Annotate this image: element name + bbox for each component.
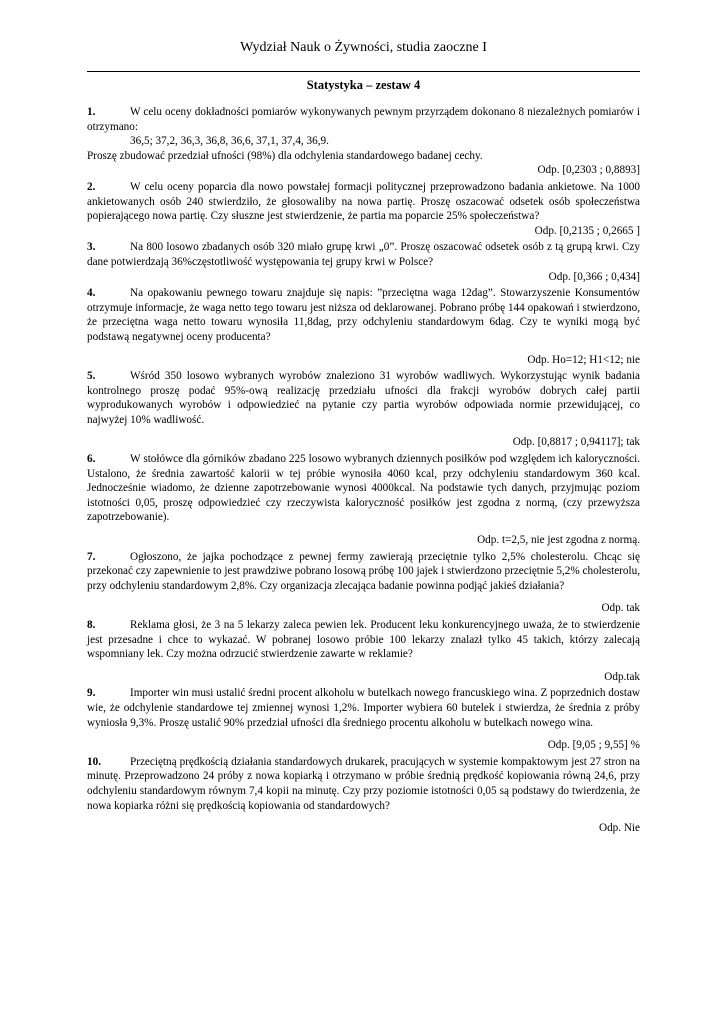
problem-number: 3. (87, 241, 96, 254)
problem-answer: Odp. [0,2303 ; 0,8893] (537, 164, 640, 177)
problem-text-continued: Proszę zbudować przedział ufności (98%) dla odchylenia standardowego badanej cechy. (87, 149, 483, 162)
problem-text: Na 800 losowo zbadanych osób 320 miało grupę krwi „0”. Proszę oszacować odsetek osób z tą grupą krwi. Czy dane potwierdzają 36%częstotliwość występowania tej grupy krwi w Polsce? (87, 241, 640, 268)
problem-text: Reklama głosi, że 3 na 5 lekarzy zaleca pewien lek. Producent leku konkurencyjnego uważa, że to stwierdzenie jest przesadne i chce to wykazać. W pobranej losowo próbie 100 lekarzy znalazł tylko 45 takich, którzy zalecają wspomniany lek. Czy można odrzucić stwierdzenie zawarte w reklamie? (87, 619, 640, 661)
problem-6 (87, 452, 640, 525)
problem-number: 6. (87, 453, 96, 466)
problem-answer: Odp.tak (604, 670, 640, 683)
problem-number: 2. (87, 180, 96, 193)
document-page (87, 40, 640, 838)
page-title: Statystyka – zestaw 4 (306, 78, 421, 92)
problem-answer: Odp. [0,366 ; 0,434] (548, 270, 640, 283)
problem-2 (87, 180, 640, 224)
problem-text: W celu oceny poparcia dla nowo powstałej formacji politycznej przeprowadzono badania ankietowe. Na 1000 ankietowanych osób 240 stwierdziło, że głosowaliby na nowa partię. Proszę oszacować odsetek osób społeczeństwa popierającego nowa partię. Czy słuszne jest stwierdzenie, że partia ma poparcie 25% społeczeństwa? (87, 180, 640, 223)
problem-number: 7. (87, 550, 96, 563)
problem-number: 4. (87, 287, 96, 300)
problem-answer: Odp. Nie (598, 822, 640, 835)
problem-answer: Odp. t=2,5, nie jest zgodna z normą. (477, 534, 640, 547)
problem-text: Przeciętną prędkością działania standardowych drukarek, pracujących w systemie kompaktowym jest 27 stron na minutę. Przeprowadzono 24 próby z nowa kopiarką i otrzymano w próbie średnią prędkość kopiowania równą 24,6, przy odchyleniu standardowym równym 7,4 kopii na minutę. Czy przy poziomie istotności 0,05 są podstawy do twierdzenia, że nowa kopiarka różni się prędkością kopiowania od standardowych? (87, 755, 640, 812)
problem-number: 10. (87, 755, 101, 768)
problem-8 (87, 618, 640, 662)
problem-7 (87, 550, 640, 594)
problem-number: 8. (87, 619, 96, 631)
problem-text: W stołówce dla górników zbadano 225 losowo wybranych dziennych posiłków pod względem ich kaloryczności. Ustalono, że średnia zawartość kalorii w tej próbie wynosiła 4060 kcal, przy odchyleniu standardowym 360 kcal. Jednocześnie wiadomo, że dzienne zapotrzebowanie wynosi 4000kcal. Na podstawie tych danych, przyjmując poziom istotności 0,05, proszę odpowiedzieć czy rzeczywista kaloryczność posiłków jest zgodna z normą, (czy przewyższa zapotrzebowanie). (87, 453, 640, 524)
problem-answer: Odp. tak (601, 602, 640, 615)
problem-answer: Odp. [0,2135 ; 0,2665 ] (534, 224, 640, 237)
problem-number: 1. (87, 106, 96, 118)
problem-10 (87, 755, 640, 813)
problem-data: 36,5; 37,2, 36,3, 36,8, 36,6, 37,1, 37,4, 36,9. (130, 135, 329, 148)
problem-number: 9. (87, 687, 96, 700)
problem-9 (87, 686, 640, 730)
problem-text: Importer win musi ustalić średni procent alkoholu w butelkach nowego francuskiego wina. Z poprzednich dostaw wie, że odchylenie standardowe tej zmiennej wynosi 1,2%. Importer wybiera 60 butelek i stwierdza, że średnia z próby wyniosła 9,3%. Proszę ustalić 90% przedział ufności dla średniego procentu alkoholu w butelkach nowego wina. (87, 687, 640, 729)
problem-text: Na opakowaniu pewnego towaru znajduje się napis: ”przeciętna waga 12dag”. Stowarzyszenie Konsumentów otrzymuje informacje, że waga netto tego towaru jest niższa od deklarowanej. Pobrano próbę 144 opakowań i stwierdzono, że przeciętna waga netto towaru wynosiła 11,8dag, przy odchyleniu standardowym 6dag. Czy te wyniki mogą być podstawą negatywnej oceny producenta? (87, 287, 640, 343)
problem-4 (87, 286, 640, 344)
problem-5 (87, 369, 640, 427)
problem-text: Wśród 350 losowo wybranych wyrobów znaleziono 31 wyrobów wadliwych. Wykorzystując wynik badania kontrolnego proszę podać 95%-ową realizację przedziału ufności dla frakcji wyrobów dobrych całej partii wyprodukowanych wyrobów i odpowiedzieć na pytanie czy partia wyrobów odpowiada normie przewidującej, co najwyżej 10% wadliwość. (87, 370, 640, 426)
problem-answer: Odp. Ho=12; H1<12; nie (527, 353, 640, 366)
header-divider (87, 71, 640, 72)
document-header: Wydział Nauk o Żywności, studia zaoczne I (240, 40, 487, 55)
problem-3 (87, 240, 640, 269)
problem-number: 5. (87, 370, 96, 383)
problem-answer: Odp. [0,8817 ; 0,94117]; tak (512, 436, 640, 449)
problem-text: Ogłoszono, że jajka pochodzące z pewnej fermy zawierają przeciętnie tylko 2,5% cholesterolu. Chcąc się przekonać czy zapewnienie to jest prawdziwe pobrano losową próbę 100 jajek i stwierdzono przeciętnie 5,2% cholesterolu, przy odchyleniu standardowym 2,8%. Czy organizacja zlecająca badanie powinna podjąć jakieś działania? (87, 550, 640, 592)
problem-answer: Odp. [9,05 ; 9,55] % (547, 739, 640, 752)
problem-text: W celu oceny dokładności pomiarów wykonywanych pewnym przyrządem dokonano 8 niezależnych pomiarów i otrzymano: (87, 106, 640, 133)
problem-1 (87, 105, 640, 163)
